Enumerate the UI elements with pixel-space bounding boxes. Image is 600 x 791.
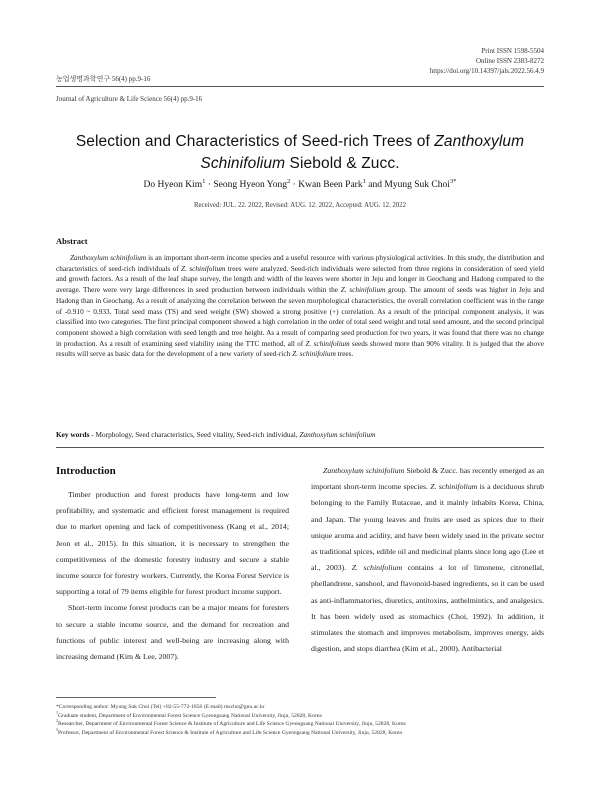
- abstract-segment: Z. schinifolium: [181, 263, 226, 273]
- author-2: Seong Hyeon Yong: [213, 180, 287, 190]
- footnote-1: $^1$Graduate student, Department of Environmental Forest Science Gyeongsang National University, Jinju, 52828, Korea: [56, 710, 322, 719]
- abstract-heading: Abstract: [56, 236, 88, 246]
- intro-segment: contains a lot of limonene, citronellal, phellandrene, sanshool, and flavonoid-based ingredients, so it can be used as anti-inflammatories, diuretics, antitoxins, anthelmintics, and analgesics. It has been widely used as stomachics (Choi, 1992). In addition, it stimulates the stomach and improves metabolism, improves energy, aids digestion, and stops diarrhea (Kim et al., 2000). Antibacterial: [311, 563, 544, 654]
- intro-segment: Z. schinifolium: [351, 563, 403, 573]
- left-column: [56, 487, 289, 665]
- corresponding-author: *Corresponding author: Myung Suk Choi (Tel) +82-55-772-1856 (E-mail) mscho@gnu.ac.kr: [56, 704, 265, 710]
- keywords-list: Morphology, Seed characteristics, Seed vitality, Seed-rich individual,: [95, 430, 300, 439]
- english-citation: Journal of Agriculture & Life Science 56(4) pp.9-16: [56, 95, 203, 103]
- intro-segment: is a deciduous shrub belonging to the Family Rutaceae, and it mainly inhabits Korea, China, and Japan. The young leaves and fruits are used as spices due to their unique aroma and acidity, and have been widely used in the private sector as traditional spices, edible oil and medicinal plants since long ago (Lee et al., 2003).: [311, 482, 544, 573]
- intro-segment: Zanthoxylum schinifolium: [323, 466, 405, 475]
- author-separator: ·: [292, 180, 296, 190]
- intro-segment: Z. schinifolium: [430, 482, 478, 492]
- print-issn: Print ISSN 1598-5504: [481, 47, 544, 55]
- title-part1: Selection and Characteristics of Seed-rich Trees of: [75, 133, 435, 150]
- abstract-segment: is an important short-term income species and a useful resource with various physiological activities. In this study, the distribution and characteristics of seed-rich individuals of: [56, 253, 544, 273]
- intro-segment: Siebold & Zucc. has recently emerged as an important short-term income species.: [311, 466, 544, 492]
- author-1-affil: 1: [202, 177, 206, 185]
- footnote-rule: [56, 697, 216, 698]
- right-column: [311, 463, 544, 657]
- author-3: Kwan Been Park: [298, 180, 363, 190]
- abstract-segment: Zanthoxylum schinifolium: [70, 253, 147, 262]
- author-3-affil: 1: [362, 177, 366, 185]
- abstract-segment: seeds showed more than 90% vitality. It is judged that the above results will serve as basic data for the development of a new variety of seed-rich: [56, 338, 544, 359]
- introduction-heading: Introduction: [56, 465, 116, 477]
- abstract-segment: Z. schinifolium: [305, 338, 350, 348]
- abstract-rule: [56, 447, 544, 448]
- author-separator: ·: [207, 180, 211, 190]
- keywords-species: Zanthoxylum schinifolium: [299, 430, 376, 439]
- author-and: and: [368, 180, 383, 190]
- online-issn: Online ISSN 2383-8272: [475, 57, 544, 65]
- intro-paragraph-3: [311, 463, 544, 657]
- author-2-affil: 2: [286, 177, 291, 185]
- title-part2: Siebold & Zucc.: [285, 155, 400, 172]
- footnote-3: $^3$Professor, Department of Environmental Forest Science & Institute of Agriculture and Life Science Gyeongsang National University, Jinju, 52828, Korea: [56, 727, 402, 736]
- author-4-affil: 3*: [449, 177, 457, 185]
- abstract-segment: Z. schinifolium: [292, 349, 336, 359]
- doi-link[interactable]: https://doi.org/10.14397/jals.2022.56.4.9: [429, 67, 544, 75]
- abstract-segment: trees were analyzed. Seed-rich individuals were selected from three regions in consideration of seed yield and growth factors. As a result of the leaf shape survey, the length and width of the leaves were shorter in Jeju and longer in Geochang and Hadong compared to the average. There were very large differences in seed production between individuals within the: [56, 263, 544, 295]
- author-list: [40, 177, 560, 190]
- header-rule: [56, 86, 544, 87]
- intro-paragraph-2: Short-term income forest products can be a major means for foresters to secure a stable income source, and the demand for recreation and functions of public interest and well-being are increasing along with increasing demand (Kim & Lee, 2007).: [56, 603, 289, 662]
- journal-issn-block: [430, 46, 544, 76]
- author-1: Do Hyeon Kim: [143, 180, 203, 190]
- abstract-segment: Z. schinifolium: [340, 285, 386, 295]
- korean-citation: 농업생명과학연구 56(4) pp.9-16: [56, 75, 151, 83]
- intro-paragraph-1: Timber production and forest products have long-term and low profitability, and systematic and efficient forest management is required due to market opening and lack of competitiveness (Kang et al., 2014; Jeon et al., 2015). In this situation, it is necessary to strengthen the competitiveness of the domestic forestry industry and secure a stable income source for forestry workers. Currently, the Korea Forest Service is supporting a total of 79 items eligible for forest product income support.: [56, 490, 289, 597]
- keywords: [56, 430, 544, 439]
- title-italic-genus: Zanthoxylum: [434, 133, 525, 150]
- title-italic-species: Schinifolium: [200, 155, 286, 172]
- footnotes: [56, 703, 556, 737]
- keywords-dash: -: [91, 430, 94, 439]
- abstract-text: [56, 253, 544, 360]
- footnote-2: $^2$Researcher, Department of Environmental Forest Science & Institute of Agriculture and Life Science Gyeongsang National University, Jinju, 52828, Korea: [56, 719, 406, 728]
- paper-title: [40, 131, 560, 175]
- keywords-label: Key words: [56, 430, 90, 439]
- abstract-segment: trees.: [335, 349, 354, 359]
- abstract-segment: group. The amount of seeds was higher in Jeju and Hadong than in Geochang. As a result of analyzing the correlation between the seven morphological characteristics, the overall correlation coefficient was in the range of -0.910 ~ 0.933. Total seed mass (TS) and seed weight (SW) showed a strong positive (+) correlation. As a result of the principal component analysis, it was classified into two categories. The first principal component showed a high correlation in the order of total seed weight and total seed amount, and the second principal component showed a high correlation with seed length and tree height. As a result of comparing seed production for two years, it was found that there was no change in production. As a result of examining seed viability using the TTC method, all of: [56, 285, 545, 348]
- received-dates: Received: JUL. 22. 2022, Revised: AUG. 12. 2022, Accepted: AUG. 12. 2022: [194, 202, 406, 209]
- author-4: Myung Suk Choi: [384, 180, 450, 190]
